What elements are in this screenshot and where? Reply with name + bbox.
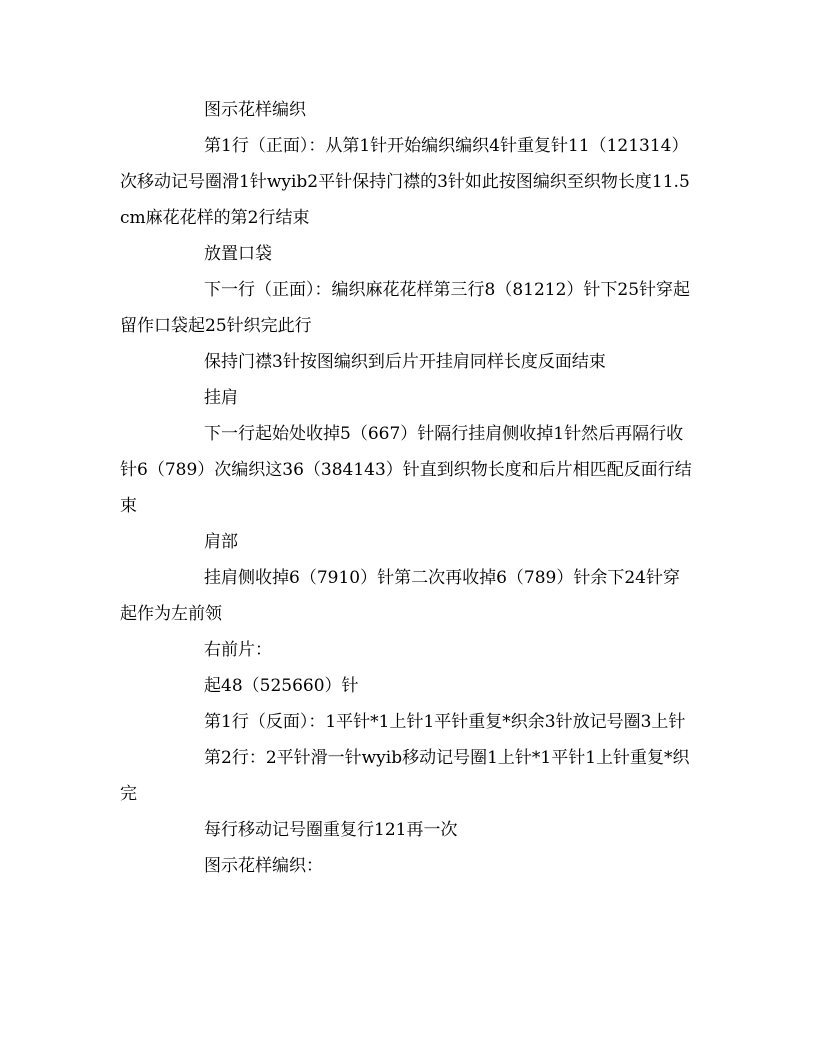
instruction-next-row: 下一行（正面）：编织麻花花样第三行8（81212）针下25针穿起留作口袋起25针织完此行 [120, 280, 691, 336]
instruction-row-1: 第1行（正面）：从第1针开始编织编织4针重复针11（121314）次移动记号圈滑1针wyib2平针保持门襟的3针如此按图编织至织物长度11.5cm麻花花样的第2行结束 [120, 136, 690, 228]
section-heading-pattern-2: 图示花样编织： [204, 856, 323, 876]
instruction-cast-on: 起48（525660）针 [204, 676, 359, 696]
instruction-row-1-wrong-side: 第1行（反面）：1平针*1上针1平针重复*织余3针放记号圈3上针 [204, 712, 686, 732]
instruction-repeat: 每行移动记号圈重复行121再一次 [204, 820, 458, 840]
section-heading-armhole: 挂肩 [204, 388, 238, 408]
section-heading-pattern: 图示花样编织 [204, 100, 306, 120]
instruction-shoulder: 挂肩侧收掉6（7910）针第二次再收掉6（789）针余下24针穿起作为左前领 [120, 568, 680, 624]
instruction-keep-placket: 保持门襟3针按图编织到后片开挂肩同样长度反面结束 [204, 352, 606, 372]
instruction-row-2: 第2行：2平针滑一针wyib移动记号圈1上针*1平针1上针重复*织完 [120, 748, 690, 804]
section-heading-shoulder: 肩部 [204, 532, 238, 552]
section-heading-pocket: 放置口袋 [204, 244, 272, 264]
document-body [120, 92, 696, 884]
instruction-armhole: 下一行起始处收掉5（667）针隔行挂肩侧收掉1针然后再隔行收针6（789）次编织这36（384143）针直到织物长度和后片相匹配反面行结束 [120, 424, 692, 516]
section-heading-right-front: 右前片： [204, 640, 272, 660]
